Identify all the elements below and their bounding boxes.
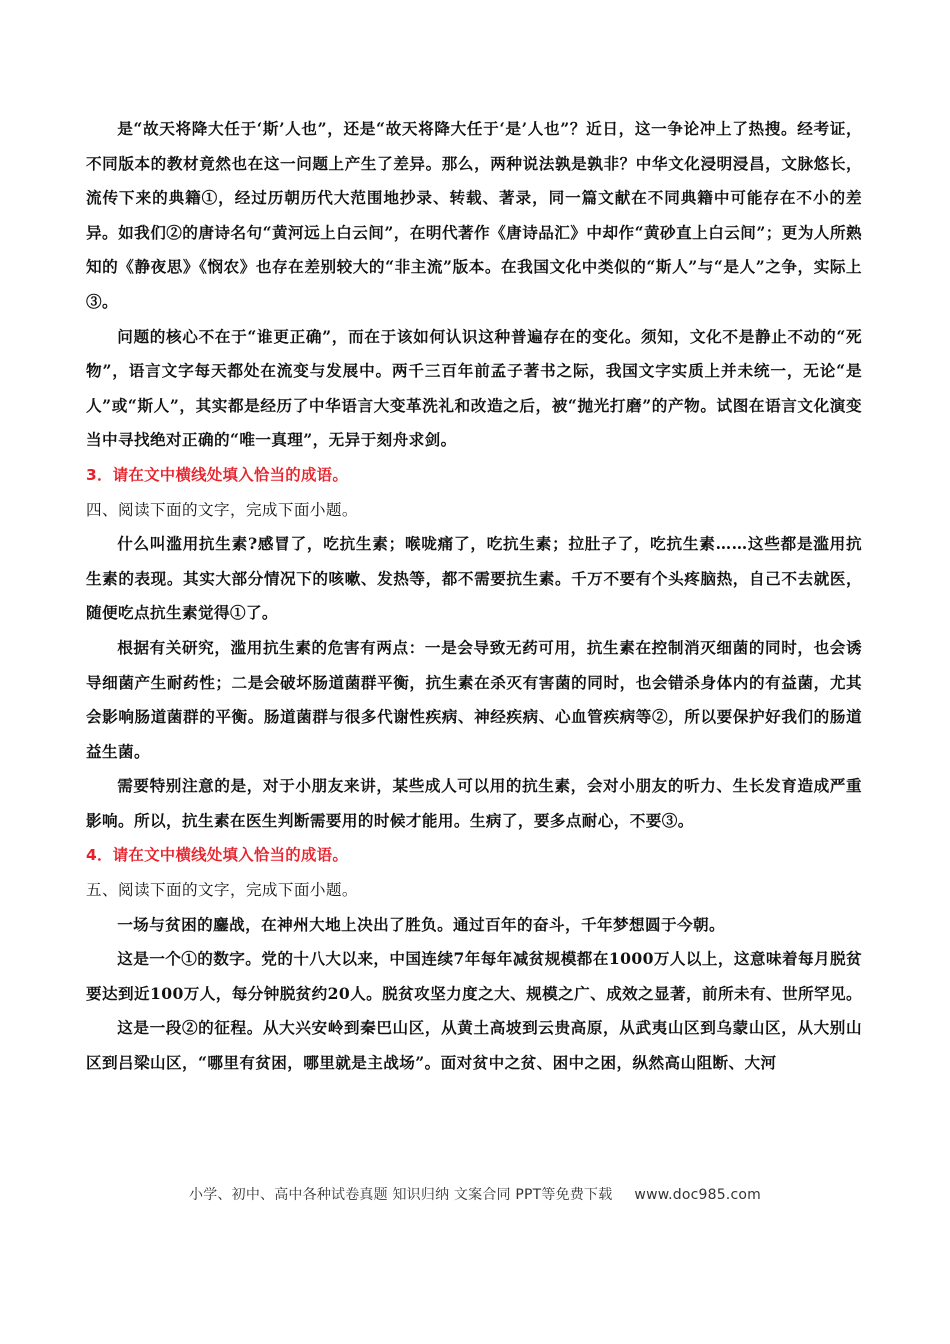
paragraph-1: 是“故天将降大任于‘斯’人也”，还是“故天将降大任于‘是’人也”？近日，这一争论冲上了热搜。经考证，不同版本的教材竟然也在这一问题上产生了差异。那么，两种说法孰是孰非？中华文化浸明浸昌，文脉悠长，流传下来的典籍①，经过历朝历代大范围地抄录、转载、著录，同一篇文献在不同典籍中可能存在不小的差异。如我们②的唐诗名句“黄河远上白云间”，在明代著作《唐诗品汇》中却作“黄砂直上白云间”；更为人所熟知的《静夜思》《悯农》也存在差别较大的“非主流”版本。在我国文化中类似的“斯人”与“是人”之争，实际上③。 xyxy=(86,119,862,311)
paragraph-3: 什么叫滥用抗生素?感冒了，吃抗生素；喉咙痛了，吃抗生素；拉肚子了，吃抗生素……这些都是滥用抗生素的表现。其实大部分情况下的咳嗽、发热等，都不需要抗生素。千万不要有个头疼脑热，自己不去就医，随便吃点抗生素觉得①了。 xyxy=(86,534,862,623)
paragraph-6: 一场与贫困的鏖战，在神州大地上决出了胜负。通过百年的奋斗，千年梦想圆于今朝。 xyxy=(117,914,725,934)
question-3: 3．请在文中横线处填入恰当的成语。 xyxy=(86,465,349,484)
paragraph-7: 这是一个①的数字。党的十八大以来，中国连续7年每年减贫规模都在1000万人以上，这意味着每月脱贫要达到近100万人，每分钟脱贫约20人。脱贫攻坚力度之大、规模之广、成效之显著，前所未有、世所罕见。 xyxy=(86,949,862,1003)
footer-site-link[interactable]: www.doc985.com xyxy=(634,1187,761,1203)
question-4: 4．请在文中横线处填入恰当的成语。 xyxy=(86,846,349,865)
section-4-heading: 四、阅读下面的文字，完成下面小题。 xyxy=(86,500,358,519)
paragraph-5: 需要特别注意的是，对于小朋友来讲，某些成人可以用的抗生素，会对小朋友的听力、生长发育造成严重影响。所以，抗生素在医生判断需要用的时候才能用。生病了，要多点耐心，不要③。 xyxy=(86,776,862,830)
footer-text: 小学、初中、高中各种试卷真题 知识归纳 文案合同 PPT等免费下载 xyxy=(189,1187,613,1203)
page-footer xyxy=(0,1184,950,1204)
paragraph-4: 根据有关研究，滥用抗生素的危害有两点：一是会导致无药可用，抗生素在控制消灭细菌的同时，也会诱导细菌产生耐药性；二是会破坏肠道菌群平衡，抗生素在杀灭有害菌的同时，也会错杀身体内的有益菌，尤其会影响肠道菌群的平衡。肠道菌群与很多代谢性疾病、神经疾病、心血管疾病等②，所以要保护好我们的肠道益生菌。 xyxy=(86,637,862,761)
paragraph-2: 问题的核心不在于“谁更正确”，而在于该如何认识这种普遍存在的变化。须知，文化不是静止不动的“死物”，语言文字每天都处在流变与发展中。两千三百年前孟子著书之际，我国文字实质上并未统一，无论“是人”或“斯人”，其实都是经历了中华语言大变革洗礼和改造之后，被“抛光打磨”的产物。试图在语言文化演变当中寻找绝对正确的“唯一真理”，无异于刻舟求剑。 xyxy=(86,326,862,450)
document-body xyxy=(86,112,862,1081)
paragraph-8: 这是一段②的征程。从大兴安岭到秦巴山区，从黄土高坡到云贵高原，从武夷山区到乌蒙山区，从大别山区到吕梁山区，“哪里有贫困，哪里就是主战场”。面对贫中之贫、困中之困，纵然高山阻断、大河 xyxy=(86,1018,862,1073)
section-5-heading: 五、阅读下面的文字，完成下面小题。 xyxy=(86,881,358,900)
